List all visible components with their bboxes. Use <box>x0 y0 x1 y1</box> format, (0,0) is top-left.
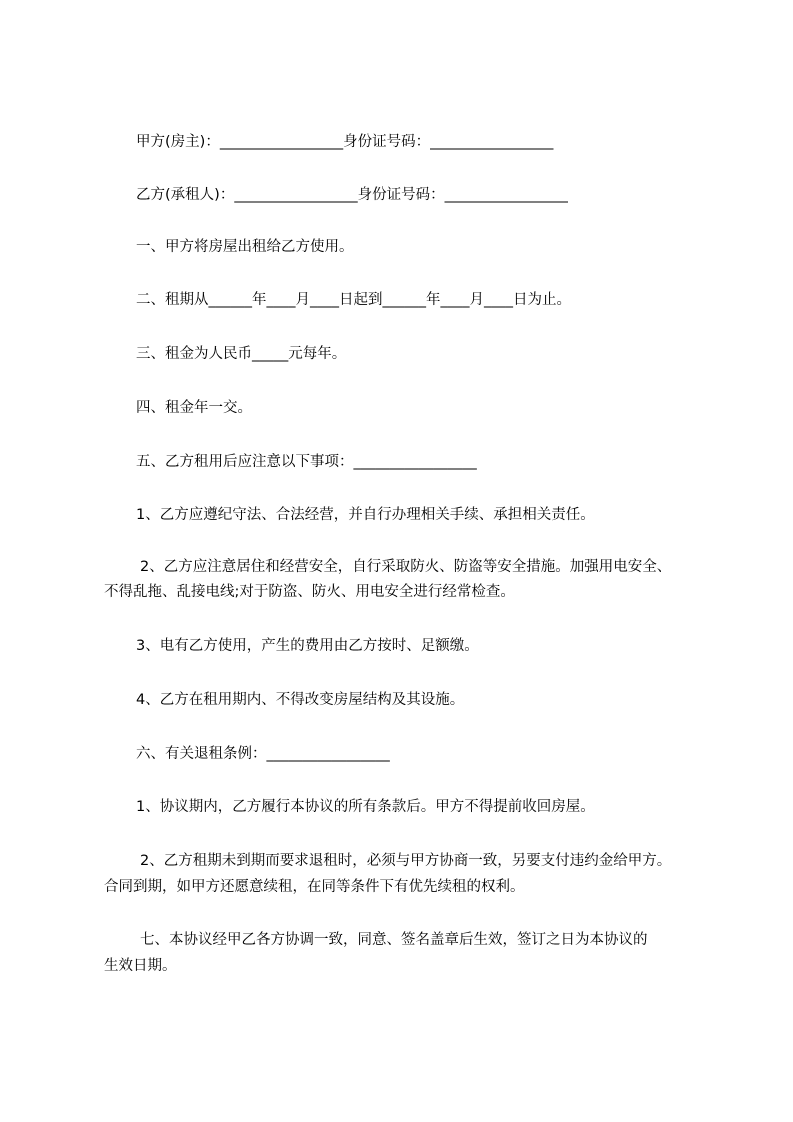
party-a-line: 甲方(房主)：_________________身份证号码：_________________ <box>136 134 554 150</box>
clause-6-item-2: 2、乙方租期未到期而要求退租时，必须与甲方协商一致，另要支付违约金给甲方。 <box>140 853 672 869</box>
clause-5-item-3: 3、电有乙方使用，产生的费用由乙方按时、足额缴。 <box>136 638 479 654</box>
clause-6-item-2-cont: 合同到期，如甲方还愿意续租，在同等条件下有优先续租的权利。 <box>104 879 525 895</box>
clause-3-rent: 三、租金为人民币_____元每年。 <box>136 346 347 362</box>
clause-1: 一、甲方将房屋出租给乙方使用。 <box>136 239 354 255</box>
clause-5-item-2-cont: 不得乱拖、乱接电线;对于防盗、防火、用电安全进行经常检查。 <box>104 584 515 600</box>
clause-2-lease-term: 二、租期从______年____月____日起到______年____月____日为止。 <box>136 292 571 308</box>
clause-5-item-2: 2、乙方应注意居住和经营安全，自行采取防火、防盗等安全措施。加强用电安全、 <box>140 559 672 575</box>
clause-5-item-1: 1、乙方应遵纪守法、合法经营，并自行办理相关手续、承担相关责任。 <box>136 507 595 523</box>
clause-7: 七、本协议经甲乙各方协调一致，同意、签名盖章后生效，签订之日为本协议的 <box>140 932 648 948</box>
clause-6-item-1: 1、协议期内，乙方履行本协议的所有条款后。甲方不得提前收回房屋。 <box>136 799 595 815</box>
clause-5-heading: 五、乙方租用后应注意以下事项：_________________ <box>136 454 477 470</box>
party-b-line: 乙方(承租人)：_________________身份证号码：_________________ <box>136 187 568 203</box>
clause-7-cont: 生效日期。 <box>104 958 177 974</box>
clause-5-item-4: 4、乙方在租用期内、不得改变房屋结构及其设施。 <box>136 692 465 708</box>
clause-4-payment: 四、租金年一交。 <box>136 400 252 416</box>
clause-6-heading: 六、有关退租条例：_________________ <box>136 746 390 762</box>
